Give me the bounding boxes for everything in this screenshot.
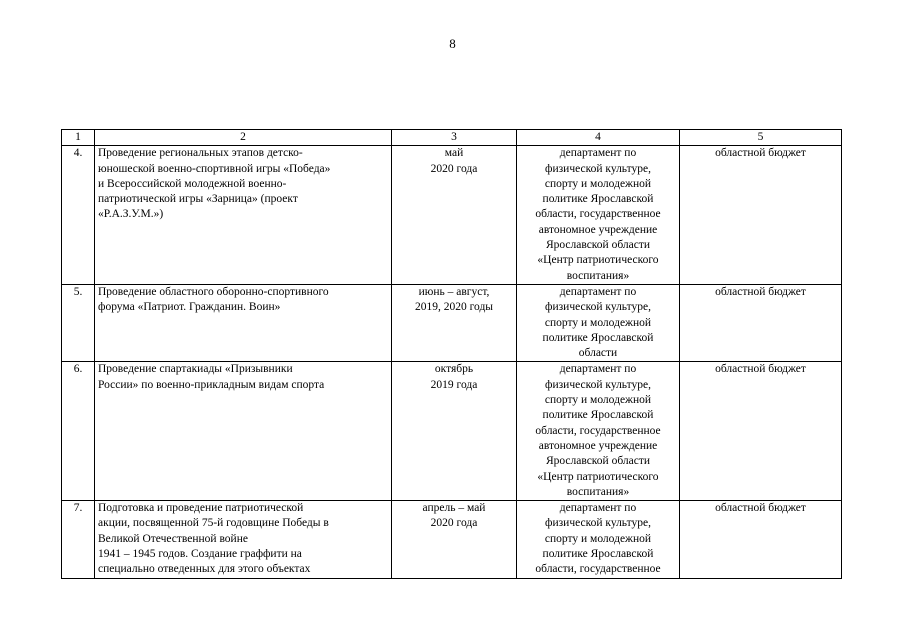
cell-line: области: [578, 347, 618, 360]
table-row: [62, 501, 842, 578]
header-cell-5: 5: [680, 130, 842, 146]
row-number-cell: 5.: [62, 284, 95, 361]
cell-line: и Всероссийской молодежной военно-: [98, 177, 287, 190]
cell-line: областной бюджет: [715, 147, 806, 160]
cell-line: 2019 года: [430, 378, 478, 391]
period-cell: [392, 146, 517, 285]
cell-line: акции, посвященной 75-й годовщине Победы в: [98, 517, 329, 530]
row-number-cell: 6.: [62, 362, 95, 501]
cell-line: политике Ярославской: [542, 548, 654, 561]
row-number-cell: 7.: [62, 501, 95, 578]
cell-line: Ярославской области: [545, 239, 651, 252]
period-cell: [392, 501, 517, 578]
cell-line: апрель – май: [422, 502, 486, 515]
cell-line: спорту и молодежной: [544, 316, 652, 329]
cell-line: юношеской военно-спортивной игры «Победа»: [98, 162, 331, 175]
row-number-cell: 4.: [62, 146, 95, 285]
cell-line: патриотической игры «Зарница» (проект: [98, 193, 298, 206]
cell-line: 2020 года: [430, 162, 478, 175]
table-row: [62, 362, 842, 501]
cell-line: департамент по: [559, 147, 637, 160]
cell-line: Великой Отечественной войне: [98, 532, 248, 545]
cell-line: Проведение региональных этапов детско-: [98, 147, 303, 160]
cell-line: областной бюджет: [715, 363, 806, 376]
funding-source-cell: [680, 146, 842, 285]
header-cell-4: 4: [517, 130, 680, 146]
period-cell: [392, 284, 517, 361]
cell-line: политике Ярославской: [542, 331, 654, 344]
event-cell: [95, 362, 392, 501]
cell-line: областной бюджет: [715, 285, 806, 298]
cell-line: Проведение областного оборонно-спортивного: [98, 285, 329, 298]
table-row: [62, 146, 842, 285]
cell-line: июнь – август,: [418, 285, 490, 298]
cell-line: спорту и молодежной: [544, 177, 652, 190]
page-number: 8: [449, 36, 456, 51]
header-cell-2: 2: [95, 130, 392, 146]
cell-line: «Центр патриотического: [537, 470, 659, 483]
cell-line: России» по военно-прикладным видам спорта: [98, 378, 325, 391]
cell-line: политике Ярославской: [542, 193, 654, 206]
cell-line: форума «Патриот. Гражданин. Воин»: [98, 301, 281, 314]
cell-line: департамент по: [559, 502, 637, 515]
executor-cell: [517, 362, 680, 501]
cell-line: физической культуре,: [545, 301, 651, 314]
cell-line: спорту и молодежной: [544, 532, 652, 545]
cell-line: области, государственное: [535, 208, 661, 221]
table-header-row: [62, 130, 842, 146]
cell-line: воспитания»: [566, 269, 630, 282]
cell-line: области, государственное: [535, 563, 661, 576]
executor-cell: [517, 284, 680, 361]
cell-line: «Центр патриотического: [537, 254, 659, 267]
cell-line: департамент по: [559, 363, 637, 376]
event-cell: [95, 284, 392, 361]
executor-cell: [517, 146, 680, 285]
cell-line: спорту и молодежной: [544, 394, 652, 407]
cell-line: политике Ярославской: [542, 409, 654, 422]
executor-cell: [517, 501, 680, 578]
funding-source-cell: [680, 284, 842, 361]
cell-line: физической культуре,: [545, 162, 651, 175]
cell-line: Подготовка и проведение патриотической: [98, 502, 304, 515]
header-cell-3: 3: [392, 130, 517, 146]
cell-line: физической культуре,: [545, 517, 651, 530]
cell-line: области, государственное: [535, 424, 661, 437]
cell-line: автономное учреждение: [538, 223, 658, 236]
activities-table: [61, 129, 842, 579]
event-cell: [95, 501, 392, 578]
period-cell: [392, 362, 517, 501]
cell-line: 1941 – 1945 годов. Создание граффити на: [98, 548, 302, 561]
cell-line: автономное учреждение: [538, 439, 658, 452]
cell-line: май: [444, 147, 464, 160]
cell-line: «Р.А.З.У.М.»): [98, 208, 164, 221]
cell-line: физической культуре,: [545, 378, 651, 391]
cell-line: специально отведенных для этого объектах: [98, 563, 311, 576]
event-cell: [95, 146, 392, 285]
cell-line: областной бюджет: [715, 502, 806, 515]
header-cell-1: 1: [62, 130, 95, 146]
cell-line: департамент по: [559, 285, 637, 298]
cell-line: 2020 года: [430, 517, 478, 530]
table-row: [62, 284, 842, 361]
cell-line: воспитания»: [566, 485, 630, 498]
cell-line: 2019, 2020 годы: [414, 301, 494, 314]
cell-line: октябрь: [434, 363, 474, 376]
cell-line: Ярославской области: [545, 455, 651, 468]
cell-line: Проведение спартакиады «Призывники: [98, 363, 293, 376]
funding-source-cell: [680, 501, 842, 578]
funding-source-cell: [680, 362, 842, 501]
